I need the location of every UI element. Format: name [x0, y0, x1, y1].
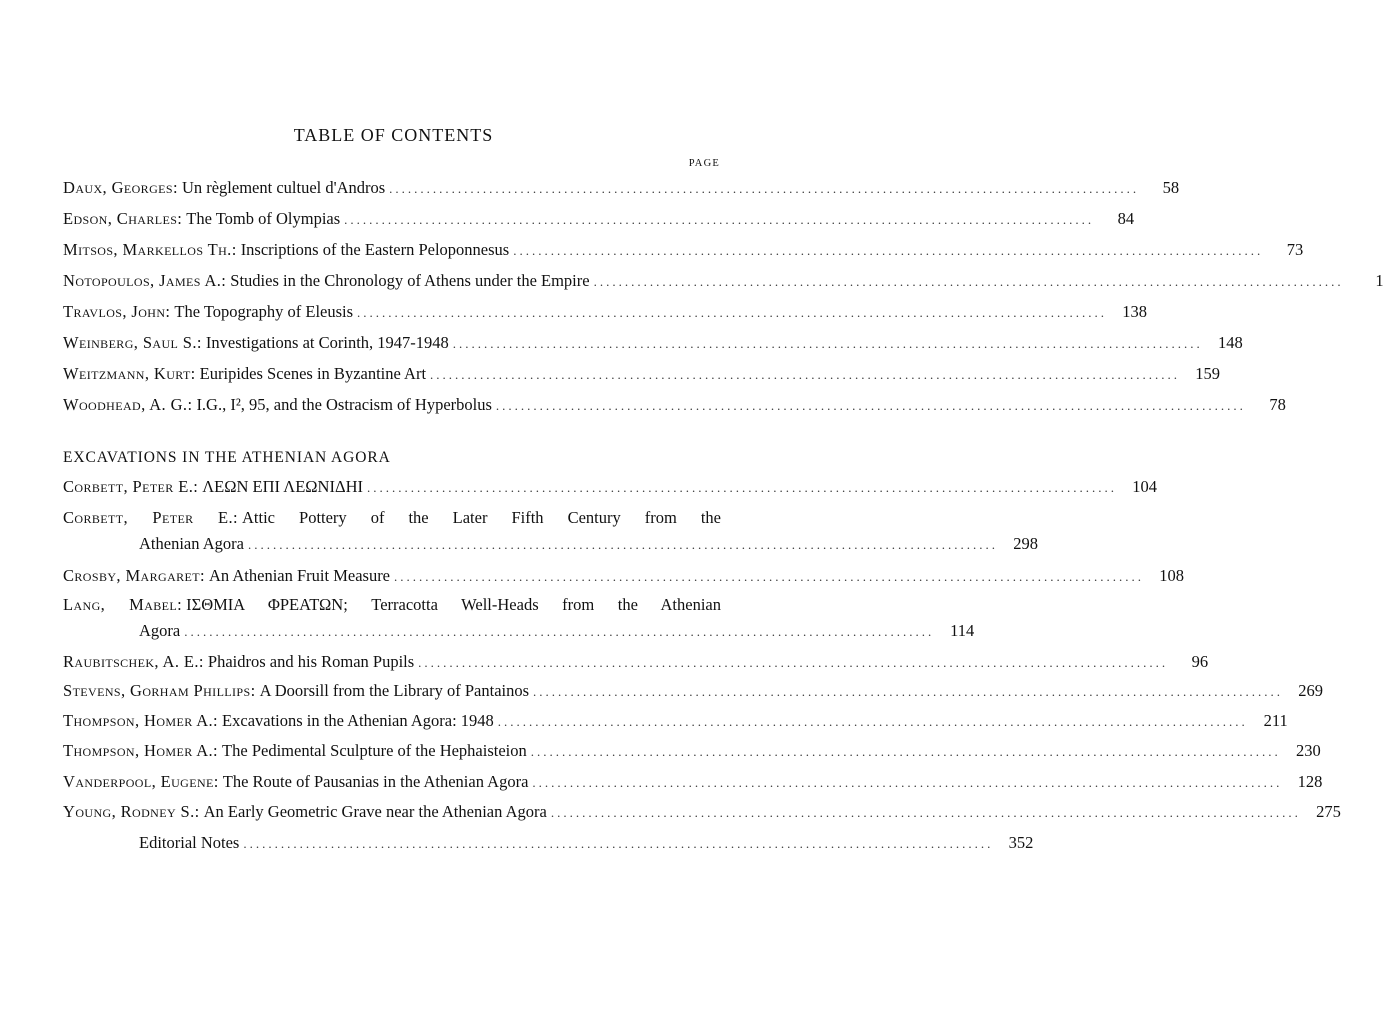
entry-title: An Athenian Fruit Measure [209, 566, 391, 585]
entry-title: A Doorsill from the Library of Pantainos [259, 681, 530, 700]
toc-entry [63, 237, 1304, 263]
entry-page: 78 [1269, 395, 1286, 414]
leader-dots: ........................................................................................................................ [184, 624, 935, 639]
entry-title: I.G., I², 95, and the Ostracism of Hyperbolus [196, 395, 492, 414]
entry-page: 138 [1122, 302, 1148, 321]
page-column-label: PAGE [688, 158, 720, 169]
section-heading: EXCAVATIONS IN THE ATHENIAN AGORA [63, 449, 391, 466]
entry-title: The Route of Pausanias in the Athenian Agora [222, 772, 529, 791]
entry-title-continued: Agora [139, 621, 181, 640]
entry-author: Weinberg, Saul S.: [63, 333, 202, 352]
entry-author: Young, Rodney S.: [63, 802, 200, 821]
leader-dots: ........................................................................................................................ [247, 537, 998, 552]
leader-dots: ........................................................................................................................ [513, 243, 1264, 258]
toc-entry [63, 206, 1135, 232]
leader-dots: ........................................................................................................................ [533, 684, 1284, 699]
entry-author: Corbett, Peter E.: [63, 477, 199, 496]
entry-page: 269 [1298, 681, 1324, 700]
entry-author: Notopoulos, James A.: [63, 271, 227, 290]
toc-entry [63, 799, 1341, 825]
entry-author: Corbett, Peter E.: [63, 508, 238, 527]
entry-author: Travlos, John: [63, 302, 171, 321]
entry-title: The Tomb of Olympias [186, 209, 341, 228]
leader-dots: ........................................................................................................................ [389, 181, 1140, 196]
toc-entry [63, 299, 1148, 325]
entry-page: 73 [1286, 240, 1304, 259]
entry-page: 298 [1013, 534, 1038, 553]
entry-page: 230 [1296, 741, 1321, 760]
entry-title: Inscriptions of the Eastern Peloponnesus [240, 240, 510, 259]
toc-entry [63, 505, 1038, 557]
entry-page: 159 [1195, 364, 1221, 383]
leader-dots: ........................................................................................................................ [452, 336, 1203, 351]
entry-author: Thompson, Homer A.: [63, 741, 219, 760]
toc-entry [63, 830, 1034, 856]
entry-title: Investigations at Corinth, 1947-1948 [205, 333, 449, 352]
entry-title: Phaidros and his Roman Pupils [207, 652, 415, 671]
toc-entry [63, 592, 975, 644]
leader-dots: ........................................................................................................................ [497, 714, 1248, 729]
entry-title: ΛΕΩΝ ΕΠΙ ΛΕΩΝΙΔΗΙ [202, 477, 363, 496]
entry-page: 148 [1218, 333, 1243, 352]
entry-title: Euripides Scenes in Byzantine Art [199, 364, 427, 383]
entry-author: Vanderpool, Eugene: [63, 772, 219, 791]
entry-author: Thompson, Homer A.: [63, 711, 219, 730]
entry-author: Daux, Georges: [63, 178, 178, 197]
leader-dots: ........................................................................................................................ [593, 274, 1344, 289]
toc-entry [63, 563, 1185, 589]
entry-author: Stevens, Gorham Phillips: [63, 681, 256, 700]
toc-entry [63, 330, 1243, 356]
entry-author: Lang, Mabel: [63, 595, 183, 614]
leader-dots: ........................................................................................................................ [495, 398, 1246, 413]
page-title: TABLE OF CONTENTS [293, 125, 494, 145]
entry-author: Edson, Charles: [63, 209, 183, 228]
entry-title: The Topography of Eleusis [174, 302, 354, 321]
leader-dots: ........................................................................................................................ [430, 367, 1181, 382]
toc-entry [63, 649, 1209, 675]
entry-page: 104 [1132, 477, 1157, 496]
entry-page: 1 [1375, 271, 1384, 290]
leader-dots: ........................................................................................................................ [532, 775, 1283, 790]
entry-page: 58 [1162, 178, 1180, 197]
entry-title-continued: Athenian Agora [139, 534, 244, 553]
toc-entry [63, 474, 1157, 500]
entry-title: Un règlement cultuel d'Andros [181, 178, 386, 197]
entry-title: Excavations in the Athenian Agora: 1948 [222, 711, 494, 730]
toc-entry [63, 708, 1288, 734]
entry-title: Attic Pottery of the Later Fifth Century from the [242, 508, 722, 527]
entry-title: Studies in the Chronology of Athens under the Empire [230, 271, 590, 290]
toc-entry [63, 268, 1384, 294]
leader-dots: ........................................................................................................................ [550, 805, 1301, 820]
entry-page: 84 [1117, 209, 1135, 228]
leader-dots: ........................................................................................................................ [418, 655, 1169, 670]
entry-page: 128 [1297, 772, 1323, 791]
entry-author: Weitzmann, Kurt: [63, 364, 196, 383]
entry-page: 96 [1191, 652, 1209, 671]
toc-entry [63, 392, 1286, 418]
leader-dots: ........................................................................................................................ [243, 836, 994, 851]
toc-entry [63, 175, 1180, 201]
leader-dots: ........................................................................................................................ [357, 305, 1108, 320]
entry-author: Woodhead, A. G.: [63, 395, 193, 414]
leader-dots: ........................................................................................................................ [530, 744, 1281, 759]
entry-page: 211 [1263, 711, 1288, 730]
entry-title: Editorial Notes [139, 833, 240, 852]
entry-author: Mitsos, Markellos Th.: [63, 240, 237, 259]
entry-title: An Early Geometric Grave near the Athenian Agora [203, 802, 547, 821]
toc-entry [63, 678, 1324, 704]
leader-dots: ........................................................................................................................ [394, 569, 1145, 584]
leader-dots: ........................................................................................................................ [344, 212, 1095, 227]
toc-entry [63, 738, 1321, 764]
entry-page: 114 [950, 621, 975, 640]
entry-page: 275 [1316, 802, 1341, 821]
leader-dots: ........................................................................................................................ [367, 480, 1117, 495]
toc-entry [63, 769, 1323, 795]
toc-entry [63, 361, 1221, 387]
entry-author: Crosby, Margaret: [63, 566, 205, 585]
entry-title: ΙΣΘΜΙΑ ΦΡΕΑΤΩΝ; Terracotta Well-Heads from the Athenian [186, 595, 721, 614]
entry-page: 108 [1159, 566, 1185, 585]
entry-author: Raubitschek, A. E.: [63, 652, 204, 671]
entry-title: The Pedimental Sculpture of the Hephaisteion [222, 741, 527, 760]
entry-page: 352 [1008, 833, 1034, 852]
